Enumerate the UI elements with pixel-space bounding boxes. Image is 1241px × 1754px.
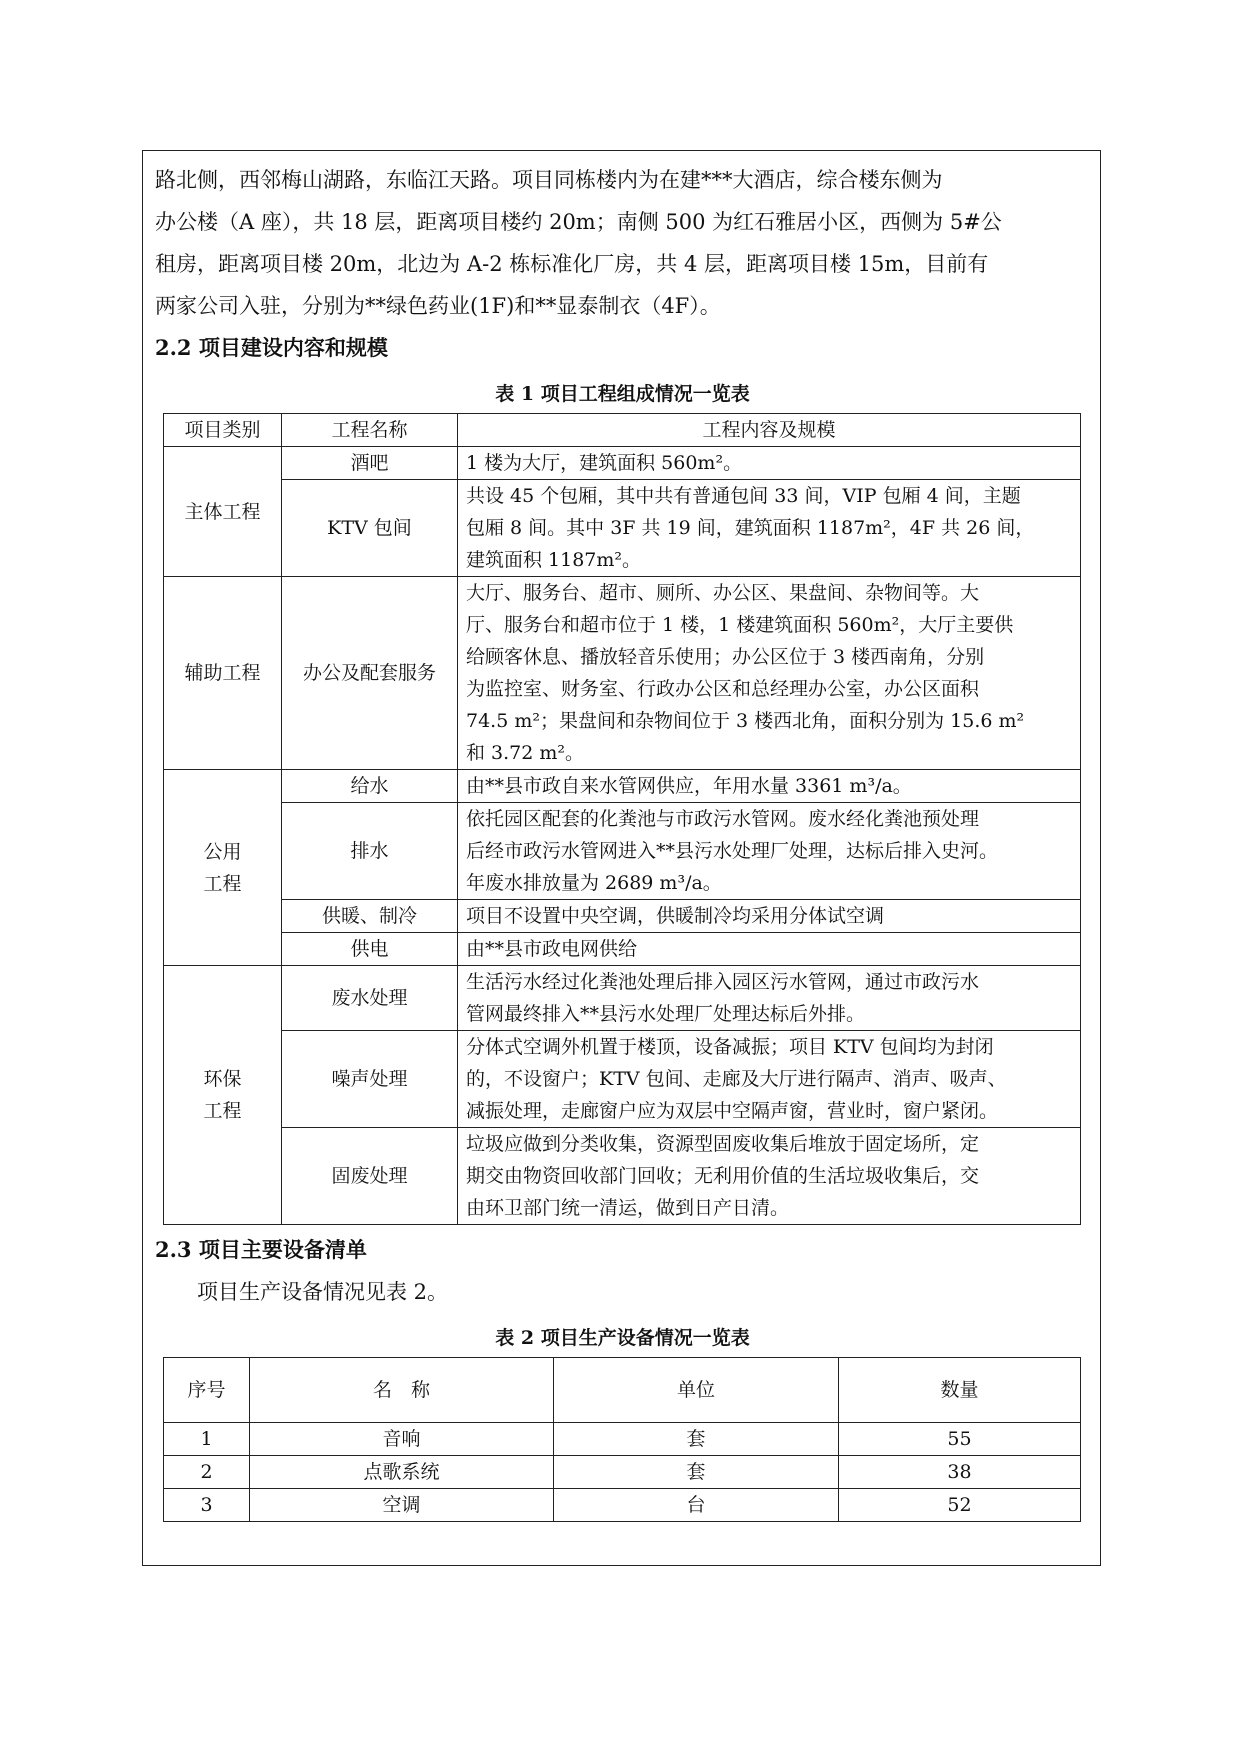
table-cell: 3 — [164, 1489, 250, 1522]
item-name-cell: 噪声处理 — [282, 1031, 458, 1128]
header-cell: 单位 — [554, 1358, 839, 1423]
table-row — [164, 1456, 1081, 1489]
table-row — [164, 1423, 1081, 1456]
item-content-cell — [458, 803, 1081, 900]
intro-line: 租房，距离项目楼 20m，北边为 A-2 栋标准化厂房，共 4 层，距离项目楼 15m，目前有 — [155, 252, 989, 276]
table-row — [164, 1128, 1081, 1225]
table-row — [164, 480, 1081, 577]
item-name-cell: 给水 — [282, 770, 458, 803]
content-line: 由环卫部门统一清运，做到日产日清。 — [466, 1197, 790, 1219]
table-cell: 1 — [164, 1423, 250, 1456]
category-cell: 主体工程 — [164, 447, 282, 577]
table-cell: 台 — [554, 1489, 839, 1522]
item-name-cell: 固废处理 — [282, 1128, 458, 1225]
content-line: 厅、服务台和超市位于 1 楼，1 楼建筑面积 560m²，大厅主要供 — [466, 614, 1014, 636]
intro-line: 路北侧，西邻梅山湖路，东临江天路。项目同栋楼内为在建***大酒店，综合楼东侧为 — [155, 168, 943, 192]
content-line: 的，不设窗户；KTV 包间、走廊及大厅进行隔声、消声、吸声、 — [466, 1068, 1007, 1090]
content-line: 大厅、服务台、超市、厕所、办公区、果盘间、杂物间等。大 — [466, 582, 980, 604]
table-row — [164, 577, 1081, 770]
table-row — [164, 1489, 1081, 1522]
equipment-table — [163, 1357, 1081, 1522]
table-header-row — [164, 1358, 1081, 1423]
content-line: 管网最终排入**县污水处理厂处理达标后外排。 — [466, 1003, 866, 1025]
content-line: 减振处理，走廊窗户应为双层中空隔声窗，营业时，窗户紧闭。 — [466, 1100, 999, 1122]
content-line: 年废水排放量为 2689 m³/a。 — [466, 872, 722, 894]
table-cell: 空调 — [250, 1489, 554, 1522]
table-cell: 套 — [554, 1423, 839, 1456]
item-name-cell: 办公及配套服务 — [282, 577, 458, 770]
content-line: 由**县市政电网供给 — [466, 938, 638, 960]
header-cell: 项目类别 — [164, 414, 282, 447]
item-content-cell — [458, 1031, 1081, 1128]
content-line: 给顾客休息、播放轻音乐使用；办公区位于 3 楼西南角，分别 — [466, 646, 985, 668]
table2-caption: 表 2 项目生产设备情况一览表 — [495, 1327, 750, 1349]
table-row — [164, 803, 1081, 900]
intro-line: 两家公司入驻，分别为**绿色药业(1F)和**显泰制衣（4F）。 — [155, 294, 721, 318]
category-cell: 环保 工程 — [164, 966, 282, 1225]
category-cell: 辅助工程 — [164, 577, 282, 770]
table-cell: 52 — [839, 1489, 1081, 1522]
item-name-cell: 供电 — [282, 933, 458, 966]
header-cell: 工程名称 — [282, 414, 458, 447]
table-row — [164, 1031, 1081, 1128]
header-cell: 数量 — [839, 1358, 1081, 1423]
table-cell: 套 — [554, 1456, 839, 1489]
content-line: 建筑面积 1187m²。 — [466, 549, 642, 571]
item-name-cell: 排水 — [282, 803, 458, 900]
item-content-cell — [458, 933, 1081, 966]
table-cell: 2 — [164, 1456, 250, 1489]
content-line: 项目不设置中央空调，供暖制冷均采用分体试空调 — [466, 905, 885, 927]
table-row — [164, 933, 1081, 966]
table1-caption: 表 1 项目工程组成情况一览表 — [495, 383, 750, 405]
table-cell: 音响 — [250, 1423, 554, 1456]
content-line: 分体式空调外机置于楼顶，设备减振；项目 KTV 包间均为封闭 — [466, 1036, 994, 1058]
table-cell: 38 — [839, 1456, 1081, 1489]
section-heading-2-3: 2.3 项目主要设备清单 — [155, 1237, 367, 1262]
item-name-cell: 供暖、制冷 — [282, 900, 458, 933]
item-content-cell — [458, 447, 1081, 480]
page-frame — [142, 150, 1101, 1566]
item-name-cell: KTV 包间 — [282, 480, 458, 577]
intro-paragraph — [155, 159, 1090, 327]
content-line: 74.5 m²；果盘间和杂物间位于 3 楼西北角，面积分别为 15.6 m² — [466, 710, 1025, 732]
project-composition-table — [163, 413, 1081, 1225]
item-content-cell — [458, 770, 1081, 803]
item-name-cell: 酒吧 — [282, 447, 458, 480]
content-line: 1 楼为大厅，建筑面积 560m²。 — [466, 452, 743, 474]
table-row — [164, 900, 1081, 933]
header-cell: 名 称 — [250, 1358, 554, 1423]
content-line: 垃圾应做到分类收集，资源型固废收集后堆放于固定场所，定 — [466, 1133, 980, 1155]
table-row — [164, 770, 1081, 803]
content-line: 和 3.72 m²。 — [466, 742, 585, 764]
table-row — [164, 966, 1081, 1031]
table-cell: 点歌系统 — [250, 1456, 554, 1489]
content-line: 后经市政污水管网进入**县污水处理厂处理，达标后排入史河。 — [466, 840, 999, 862]
table-row — [164, 447, 1081, 480]
intro-line: 办公楼（A 座），共 18 层，距离项目楼约 20m；南侧 500 为红石雅居小区，西侧为 5#公 — [155, 210, 1002, 234]
item-name-cell: 废水处理 — [282, 966, 458, 1031]
header-cell: 工程内容及规模 — [458, 414, 1081, 447]
table-cell: 55 — [839, 1423, 1081, 1456]
item-content-cell — [458, 577, 1081, 770]
content-line: 期交由物资回收部门回收；无利用价值的生活垃圾收集后，交 — [466, 1165, 980, 1187]
category-cell: 公用 工程 — [164, 770, 282, 966]
item-content-cell — [458, 480, 1081, 577]
document-body — [155, 159, 1090, 1522]
item-content-cell — [458, 1128, 1081, 1225]
content-line: 依托园区配套的化粪池与市政污水管网。废水经化粪池预处理 — [466, 808, 980, 830]
header-cell: 序号 — [164, 1358, 250, 1423]
content-line: 生活污水经过化粪池处理后排入园区污水管网，通过市政污水 — [466, 971, 980, 993]
table-header-row — [164, 414, 1081, 447]
equipment-intro-sentence: 项目生产设备情况见表 2。 — [197, 1280, 449, 1304]
item-content-cell — [458, 900, 1081, 933]
section-heading-2-2: 2.2 项目建设内容和规模 — [155, 335, 388, 360]
item-content-cell — [458, 966, 1081, 1031]
content-line: 包厢 8 间。其中 3F 共 19 间，建筑面积 1187m²，4F 共 26 间， — [466, 517, 1035, 539]
content-line: 为监控室、财务室、行政办公区和总经理办公室，办公区面积 — [466, 678, 980, 700]
content-line: 共设 45 个包厢，其中共有普通包间 33 间，VIP 包厢 4 间，主题 — [466, 485, 1021, 507]
content-line: 由**县市政自来水管网供应，年用水量 3361 m³/a。 — [466, 775, 912, 797]
